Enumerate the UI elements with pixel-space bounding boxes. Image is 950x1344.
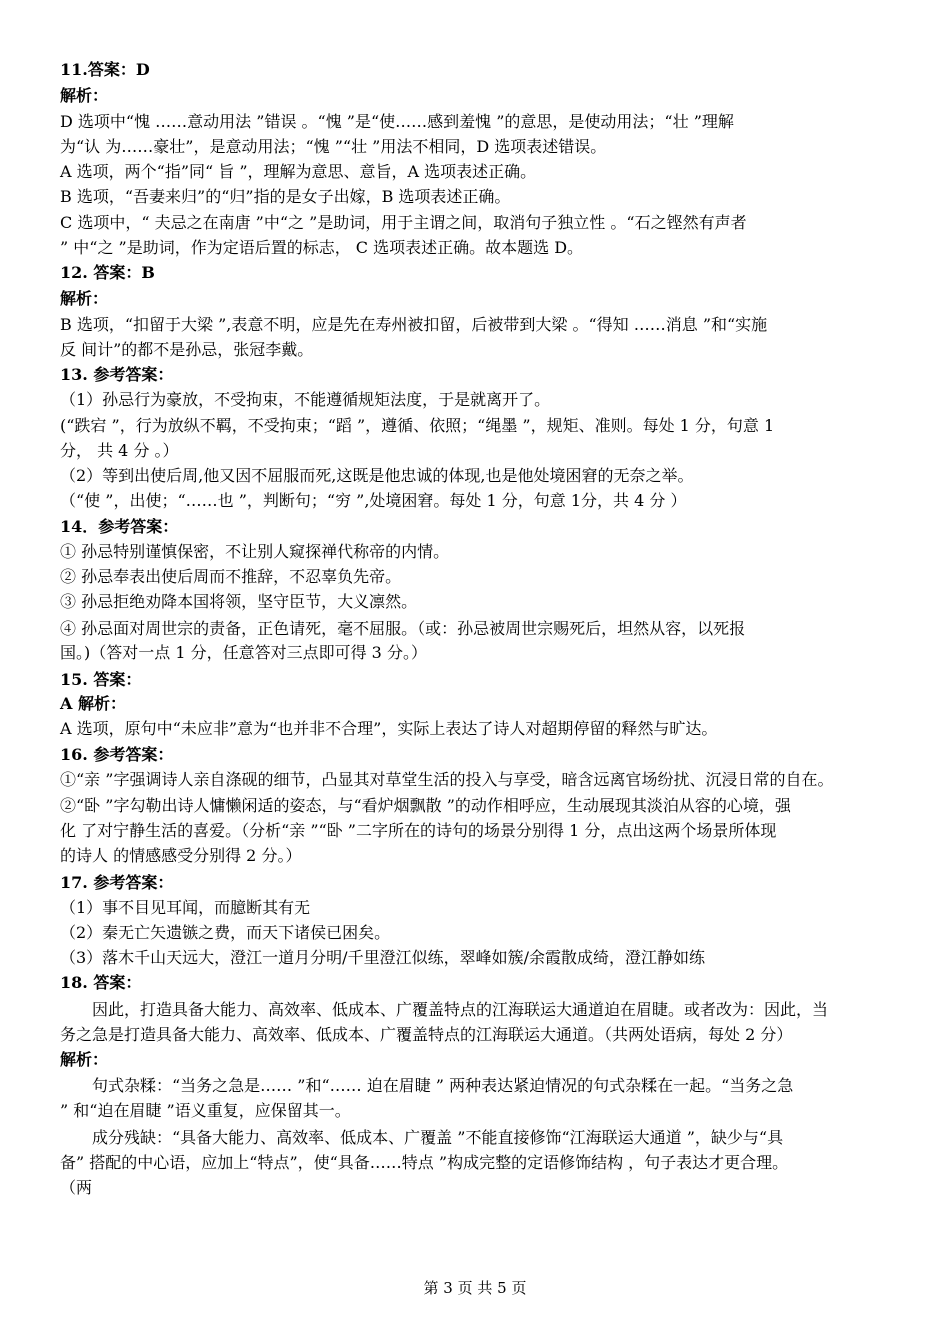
q14-line: ① 孙忌特别谨慎保密，不让别人窥探禅代称帝的内情。 xyxy=(60,542,450,561)
q16-line: 化 了对宁静生活的喜爱。（分析“亲 ”“卧 ”二字所在的诗句的场景分别得 1 分，点出这两个场景所体现 xyxy=(60,821,777,840)
q18-answer: 18. 答案： xyxy=(60,973,142,992)
q15-answer: 15. 答案： xyxy=(60,670,142,689)
q16-answer: 16. 参考答案： xyxy=(60,745,174,764)
q18-analysis-line: 成分残缺：“具备大能力、高效率、低成本、广覆盖 ”不能直接修饰“江海联运大通道 ”，缺少与“具 xyxy=(92,1128,784,1147)
q17-line: （3）落木千山天远大，澄江一道月分明/千里澄江似练，翠峰如簇/余霞散成绮，澄江静如练 xyxy=(60,948,705,967)
q13-line: （2）等到出使后周,他又因不屈服而死,这既是他忠诚的体现,也是他处境困窘的无奈之举。 xyxy=(60,466,694,485)
q11-line: 为“认 为……豪壮”，是意动用法；“愧 ”“壮 ”用法不相同，D 选项表述错误。 xyxy=(60,137,607,156)
q15-analysis-label: A 解析： xyxy=(60,694,126,713)
q18-analysis-line: 句式杂糅：“当务之急是…… ”和“…… 迫在眉睫 ” 两种表达紧迫情况的句式杂糅在一起。“当务之急 xyxy=(92,1076,794,1095)
q14-line: ③ 孙忌拒绝劝降本国将领，坚守臣节，大义凛然。 xyxy=(60,592,418,611)
q11-answer: 11.答案：D xyxy=(60,60,150,79)
q13-answer: 13. 参考答案： xyxy=(60,365,174,384)
q12-analysis-label: 解析： xyxy=(60,289,109,308)
q18-line: 务之急是打造具备大能力、高效率、低成本、广覆盖特点的江海联运大通道。（共两处语病，每处 2 分） xyxy=(60,1025,793,1044)
q14-answer: 14．参考答案： xyxy=(60,517,179,536)
q16-line: ②“卧 ”字勾勒出诗人慵懒闲适的姿态，与“看炉烟飘散 ”的动作相呼应，生动展现其淡泊从容的心境，强 xyxy=(60,796,791,815)
q15-line: A 选项，原句中“未应非”意为“也并非不合理”，实际上表达了诗人对超期停留的释然与旷达。 xyxy=(60,719,718,738)
q13-line: （“使 ”，出使；“……也 ”，判断句；“穷 ”,处境困窘。每处 1 分，句意 1分，共 4 分 ） xyxy=(60,491,687,510)
q18-analysis-line: ” 和“迫在眉睫 ”语义重复，应保留其一。 xyxy=(60,1101,351,1120)
q17-answer: 17. 参考答案： xyxy=(60,873,174,892)
q18-analysis-label: 解析： xyxy=(60,1050,109,1069)
q13-line: (“跌宕 ”，行为放纵不羁，不受拘束；“蹈 ”，遵循、依照；“绳墨 ”，规矩、准则。每处 1 分，句意 1 xyxy=(60,416,775,435)
q18-line: 因此，打造具备大能力、高效率、低成本、广覆盖特点的江海联运大通道迫在眉睫。或者改为：因此，当 xyxy=(92,1000,829,1019)
q18-analysis-line: 备” 搭配的中心语，应加上“特点”，使“具备……特点 ”构成完整的定语修饰结构 ，句子表达才更合理。 xyxy=(60,1153,789,1172)
q12-answer: 12. 答案：B xyxy=(60,263,155,282)
q13-line: （1）孙忌行为豪放，不受拘束，不能遵循规矩法度，于是就离开了。 xyxy=(60,390,551,409)
q17-line: （1）事不目见耳闻，而臆断其有无 xyxy=(60,898,311,917)
q11-line: D 选项中“愧 ……意动用法 ”错误 。“愧 ”是“使……感到羞愧 ”的意思，是使动用法；“壮 ”理解 xyxy=(60,112,734,131)
q14-line: ② 孙忌奉表出使后周而不推辞，不忍辜负先帝。 xyxy=(60,567,402,586)
q14-line: ④ 孙忌面对周世宗的责备，正色请死，毫不屈服。（或：孙忌被周世宗赐死后，坦然从容，以死报 xyxy=(60,619,746,638)
q11-line: A 选项，两个“指”同“ 旨 ”，理解为意思、意旨，A 选项表述正确。 xyxy=(60,162,537,181)
q16-line: ①“亲 ”字强调诗人亲自涤砚的细节，凸显其对草堂生活的投入与享受，暗含远离官场纷扰、沉浸日常的自在。 xyxy=(60,770,834,789)
page-footer: 第 3 页 共 5 页 xyxy=(423,1279,527,1297)
q11-line: B 选项，“吾妻来归”的“归”指的是女子出嫁，B 选项表述正确。 xyxy=(60,187,511,206)
q12-line: 反 间计”的都不是孙忌，张冠李戴。 xyxy=(60,340,314,359)
q17-line: （2）秦无亡矢遗镞之费，而天下诸侯已困矣。 xyxy=(60,923,391,942)
q13-line: 分， 共 4 分 。） xyxy=(60,441,179,460)
q12-line: B 选项，“扣留于大梁 ”,表意不明，应是先在寿州被扣留，后被带到大梁 。“得知 ……消息 ”和“实施 xyxy=(60,315,768,334)
q11-line: C 选项中，“ 夫忌之在南唐 ”中“之 ”是助词，用于主谓之间，取消句子独立性 。“石之铿然有声者 xyxy=(60,213,747,232)
q16-line: 的诗人 的情感感受分别得 2 分。） xyxy=(60,846,302,865)
q14-line: 国。)（答对一点 1 分，任意答对三点即可得 3 分。） xyxy=(60,643,427,662)
q18-analysis-line: （两 xyxy=(60,1178,93,1197)
q11-analysis-label: 解析： xyxy=(60,86,109,105)
q11-line: ” 中“之 ”是助词，作为定语后置的标志， C 选项表述正确。故本题选 D。 xyxy=(60,238,584,257)
